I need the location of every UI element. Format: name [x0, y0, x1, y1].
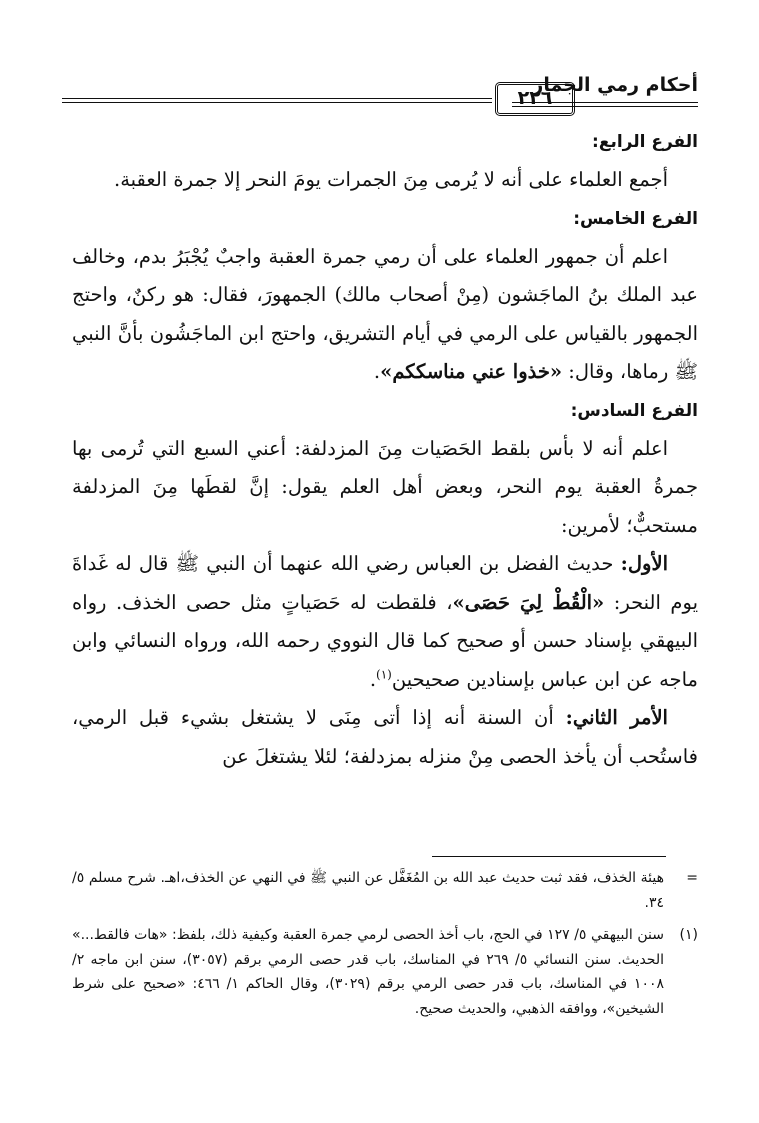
paragraph-first-reason	[72, 545, 698, 699]
hadith-quote-2: «الْقُطْ لِيَ حَصَى»	[452, 590, 605, 614]
paragraph-4: أجمع العلماء على أنه لا يُرمى مِنَ الجمرات يومَ النحر إلا جمرة العقبة.	[114, 168, 668, 191]
section-heading-6: الفرع السادس:	[570, 400, 698, 421]
header-rule-left	[62, 98, 492, 103]
main-text	[72, 123, 698, 776]
section-heading-5: الفرع الخامس:	[573, 208, 698, 229]
paragraph-6: اعلم أنه لا بأس بلقط الحَصَيات مِنَ المزدلفة: أعني السبع التي تُرمى بها جمرةُ العقبة يوم النحر، وبعض أهل العلم يقول: إنَّ لقطَها مِنَ المزدلفة مستحبٌّ؛ لأمرين:	[72, 436, 698, 537]
footnote-continuation	[72, 866, 698, 915]
book-title: أحكام رمي الجمار	[532, 74, 698, 96]
first-reason-text: حديث الفضل بن العباس رضي الله عنهما أن النبي ﷺ قال له غَداةَ يوم النحر:	[72, 552, 698, 614]
paragraph-5-text: اعلم أن جمهور العلماء على أن رمي جمرة العقبة واجبٌ يُجْبَرُ بدم، وخالف عبد الملك بنُ الماجَشون (مِنْ أصحاب مالك) الجمهورَ، فقال: هو ركنٌ، واحتج الجمهور بالقياس على الرمي في أيام التشريق، واحتج ابن الماجَشُون بأنَّ النبي ﷺ رماها، وقال:	[72, 244, 698, 383]
footnote-separator	[432, 856, 666, 857]
footnote-1-mark: (١)	[679, 927, 698, 943]
page-number: ٢٢٦	[495, 82, 575, 116]
first-reason-end: .	[369, 667, 377, 691]
footnote-1	[72, 923, 698, 1021]
footnote-continuation-text: هيئة الخذف، فقد ثبت حديث عبد الله بن المُغَفَّل عن النبي ﷺ في النهي عن الخذف،اهـ. شرح مسلم ٥/ ٣٤.	[72, 870, 664, 911]
footnote-1-text: سنن البيهقي ٥/ ١٢٧ في الحج، باب أخذ الحصى لرمي جمرة العقبة وكيفية ذلك، بلفظ: «هات فالقط...» الحديث. سنن النسائي ٥/ ٢٦٩ في المناسك، باب قدر حصى الرمي برقم (٣٠٥٧)، سنن ابن ماجه ٢/ ١٠٠٨ في المناسك، باب قدر حصى الرمي برقم (٣٠٢٩)، وقال الحاكم ١/ ٤٦٦: «صحيح على شرط الشيخين»، ووافقه الذهبي، والحديث صحيح.	[72, 927, 664, 1017]
paragraph-second-reason	[72, 699, 698, 776]
section-heading-4: الفرع الرابع:	[592, 132, 698, 152]
continuation-mark: =	[686, 870, 698, 886]
hadith-quote: «خذوا عني مناسككم»	[380, 360, 563, 383]
paragraph-5	[72, 238, 698, 392]
footnote-reference[interactable]: (١)	[376, 667, 392, 681]
first-reason-label: الأول:	[620, 552, 668, 575]
second-reason-text: أن السنة أنه إذا أتى مِنَى لا يشتغل بشيء قبل الرمي، فاستُحب أن يأخذ الحصى مِنْ منزله بمزدلفة؛ لئلا يشتغلَ عن	[72, 706, 698, 768]
second-reason-label: الأمر الثاني:	[565, 706, 668, 729]
running-header	[62, 70, 698, 116]
footnotes	[72, 866, 698, 1029]
paragraph-5-end: .	[373, 360, 381, 383]
first-reason-text-2: ، فلقطت له حَصَياتٍ مثل حصى الخذف. رواه البيهقي بإسناد حسن أو صحيح كما قال النووي رحمه الله، ورواه النسائي وابن ماجه عن ابن عباس بإسنادين صحيحين	[72, 590, 698, 691]
